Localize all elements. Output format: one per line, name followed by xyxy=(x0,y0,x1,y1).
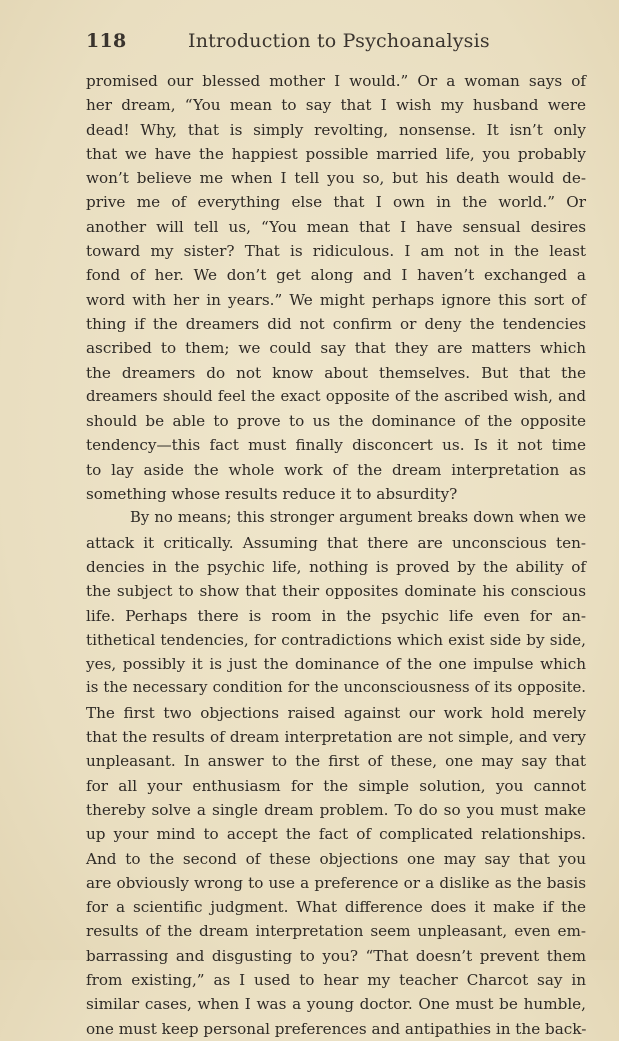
text-line: is the necessary condition for the unconsciousness of its opposite. xyxy=(86,679,586,697)
text-line: thing if the dreamers did not confirm or deny the tendencies xyxy=(86,314,586,333)
text-line: one must keep personal preferences and antipathies in the back- xyxy=(86,1019,587,1038)
page-header xyxy=(86,30,586,58)
text-line: ascribed to them; we could say that they are matters which xyxy=(86,339,586,358)
text-line: dead! Why, that is simply revolting, nonsense. It isn’t only xyxy=(86,120,586,139)
text-line: yes, possibly it is just the dominance of the one impulse which xyxy=(86,655,586,674)
text-line: for all your enthusiasm for the simple solution, you cannot xyxy=(86,776,586,795)
text-line: her dream, “You mean to say that I wish my husband were xyxy=(86,96,586,115)
text-line: similar cases, when I was a young doctor. One must be humble, xyxy=(86,995,586,1014)
text-line: from existing,” as I used to hear my teacher Charcot say in xyxy=(86,970,586,989)
paragraph-end-line: something whose results reduce it to absurdity? xyxy=(86,485,458,504)
text-line: that we have the happiest possible married life, you probably xyxy=(86,144,586,163)
text-line: dencies in the psychic life, nothing is proved by the ability of xyxy=(86,557,586,576)
text-line: tithetical tendencies, for contradictions which exist side by side, xyxy=(86,630,586,649)
text-line: word with her in years.” We might perhaps ignore this sort of xyxy=(86,290,586,309)
text-line: prive me of everything else that I own in the world.” Or xyxy=(86,193,586,212)
text-line: tendency—this fact must finally disconcert us. Is it not time xyxy=(86,436,586,455)
text-line: toward my sister? That is ridiculous. I am not in the least xyxy=(86,242,586,261)
text-line: the dreamers do not know about themselves. But that the xyxy=(86,363,586,382)
text-line: And to the second of these objections one may say that you xyxy=(86,849,586,868)
text-line: attack it critically. Assuming that there are unconscious ten- xyxy=(86,533,586,552)
text-line: the subject to show that their opposites dominate his conscious xyxy=(86,582,586,601)
paragraph-start-line: By no means; this stronger argument breaks down when we xyxy=(130,509,586,527)
text-line: that the results of dream interpretation are not simple, and very xyxy=(86,728,586,747)
text-line: fond of her. We don’t get along and I haven’t exchanged a xyxy=(86,266,586,285)
text-line: unpleasant. In answer to the first of these, one may say that xyxy=(86,752,586,771)
text-line: results of the dream interpretation seem unpleasant, even em- xyxy=(86,922,586,941)
text-line: should be able to prove to us the dominance of the opposite xyxy=(86,412,586,431)
text-line: won’t believe me when I tell you so, but his death would de- xyxy=(86,169,586,188)
body-text xyxy=(86,69,586,1041)
text-line: are obviously wrong to use a preference or a dislike as the basis xyxy=(86,873,586,892)
text-line: thereby solve a single dream problem. To do so you must make xyxy=(86,800,586,819)
text-line: up your mind to accept the fact of complicated relationships. xyxy=(86,825,586,844)
text-line: promised our blessed mother I would.” Or a woman says of xyxy=(86,72,586,90)
text-line: The first two objections raised against our work hold merely xyxy=(86,703,586,722)
text-line: for a scientific judgment. What difference does it make if the xyxy=(86,898,586,917)
text-line: dreamers should feel the exact opposite of the ascribed wish, and xyxy=(86,387,586,405)
text-line: life. Perhaps there is room in the psychic life even for an- xyxy=(86,606,586,625)
running-title: Introduction to Psychoanalysis xyxy=(188,30,490,52)
page-number: 118 xyxy=(86,30,127,52)
text-line: another will tell us, “You mean that I have sensual desires xyxy=(86,217,586,236)
text-line: to lay aside the whole work of the dream interpretation as xyxy=(86,460,586,479)
text-line: barrassing and disgusting to you? “That doesn’t prevent them xyxy=(86,946,586,965)
